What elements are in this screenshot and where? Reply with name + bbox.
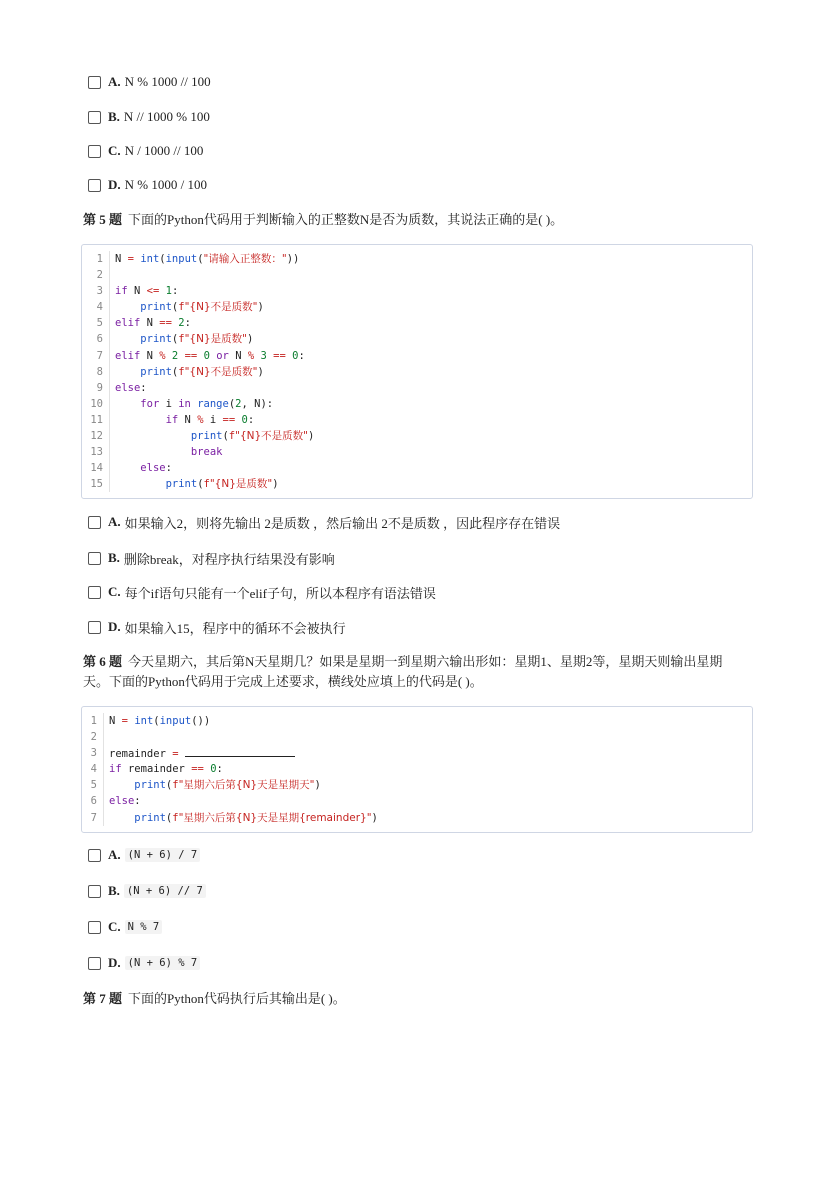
option-code: (N + 6) // 7: [124, 884, 206, 898]
line-number: 1: [82, 251, 110, 267]
question-text: 下面的Python代码用于判断输入的正整数N是否为质数，其说法正确的是( )。: [128, 212, 564, 227]
code-line: break: [190, 446, 223, 459]
code-line: N = int(input("请输入正整数：")): [115, 253, 300, 265]
fill-in-blank: [185, 745, 295, 757]
code-line: if N % i == 0:: [165, 413, 255, 426]
q6-option-b[interactable]: [88, 882, 206, 900]
option-text: 删除break，对程序执行结果没有影响: [123, 551, 335, 567]
code-line: else:: [115, 381, 147, 394]
option-letter: A.: [108, 514, 121, 529]
option-letter: C.: [108, 584, 121, 599]
option-code: N % 7: [125, 920, 163, 934]
code-line: elif N % 2 == 0 or N % 3 == 0:: [115, 349, 305, 362]
option-letter: D.: [108, 619, 121, 634]
question-text: 今天星期六，其后第N天星期几？如果是星期一到星期六输出形如：星期1、星期2等，星期天则输出星期天。下面的Python代码用于完成上述要求，横线处应填上的代码是( )。: [83, 654, 723, 689]
option-text: N % 1000 / 100: [124, 177, 207, 192]
line-number: 5: [82, 315, 110, 331]
code-line: print(f"{N}是质数"): [165, 478, 279, 491]
line-number: 11: [82, 412, 110, 428]
line-number: 7: [82, 810, 104, 826]
line-number: 2: [82, 267, 110, 283]
string-literal: "{N}不是质数": [184, 301, 258, 314]
line-number: 7: [82, 348, 110, 364]
question-number: 第 7 题: [83, 991, 123, 1006]
q4-option-c[interactable]: [88, 142, 203, 160]
option-text: 如果输入15，程序中的循环不会被执行: [124, 620, 346, 636]
option-letter: D.: [108, 955, 121, 970]
checkbox[interactable]: [88, 111, 101, 124]
code-line: elif N == 2:: [115, 317, 191, 330]
line-number: 15: [82, 476, 110, 492]
question-text: 下面的Python代码执行后其输出是( )。: [128, 991, 346, 1006]
code-line: print(f"星期六后第{N}天是星期天"): [134, 779, 321, 792]
line-number: 6: [82, 793, 104, 809]
option-code: (N + 6) / 7: [125, 848, 201, 862]
question-7: [83, 989, 743, 1009]
checkbox[interactable]: [88, 76, 101, 89]
option-text: 每个if语句只能有一个elif子句，所以本程序有语法错误: [124, 585, 436, 601]
question-number: 第 5 题: [83, 212, 123, 227]
question-number: 第 6 题: [83, 654, 123, 669]
checkbox[interactable]: [88, 957, 101, 970]
line-number: 4: [82, 299, 110, 315]
code-line: remainder =: [104, 745, 295, 761]
line-number: 5: [82, 777, 104, 793]
line-number: 13: [82, 444, 110, 460]
q5-option-a[interactable]: [88, 513, 560, 531]
question-5: [83, 210, 743, 230]
string-literal: "{N}不是质数": [184, 365, 258, 378]
code-line: if N <= 1:: [115, 285, 179, 298]
code-line: print(f"{N}不是质数"): [140, 301, 264, 314]
line-number: 4: [82, 761, 104, 777]
string-literal: "请输入正整数：": [203, 253, 287, 265]
line-number: 1: [82, 713, 104, 729]
code-block-q6: [81, 706, 753, 833]
code-line: else:: [109, 795, 141, 808]
option-letter: A.: [108, 74, 121, 89]
option-text: 如果输入2，则将先输出 2是质数 ，然后输出 2不是质数 ，因此程序存在错误: [124, 515, 561, 531]
checkbox[interactable]: [88, 621, 101, 634]
option-text: N / 1000 // 100: [124, 143, 204, 158]
q5-option-d[interactable]: [88, 618, 346, 636]
line-number: 3: [82, 283, 110, 299]
question-6: [83, 652, 743, 692]
option-letter: D.: [108, 177, 121, 192]
line-number: 9: [82, 380, 110, 396]
code-line: [110, 267, 115, 283]
q4-option-d[interactable]: [88, 176, 207, 194]
line-number: 2: [82, 729, 104, 745]
code-line: if remainder == 0:: [109, 763, 223, 776]
checkbox[interactable]: [88, 145, 101, 158]
option-letter: A.: [108, 847, 121, 862]
option-letter: C.: [108, 143, 121, 158]
option-text: N // 1000 % 100: [123, 109, 210, 124]
checkbox[interactable]: [88, 586, 101, 599]
code-block-q5: [81, 244, 753, 499]
option-letter: B.: [108, 883, 120, 898]
string-literal: "星期六后第{N}天是星期{remainder}": [178, 811, 372, 824]
checkbox[interactable]: [88, 921, 101, 934]
line-number: 3: [82, 745, 104, 761]
checkbox[interactable]: [88, 179, 101, 192]
q4-option-b[interactable]: [88, 108, 210, 126]
q5-option-b[interactable]: [88, 549, 335, 567]
option-text: N % 1000 // 100: [124, 74, 211, 89]
checkbox[interactable]: [88, 552, 101, 565]
string-literal: "{N}不是质数": [235, 430, 308, 443]
option-code: (N + 6) % 7: [125, 956, 201, 970]
string-literal: "{N}是质数": [209, 478, 273, 491]
code-line: print(f"{N}不是质数"): [190, 430, 315, 443]
line-number: 6: [82, 331, 110, 347]
checkbox[interactable]: [88, 849, 101, 862]
line-number: 10: [82, 396, 110, 412]
q6-option-a[interactable]: [88, 846, 200, 864]
code-line: print(f"{N}是质数"): [140, 333, 254, 346]
line-number: 8: [82, 364, 110, 380]
option-letter: B.: [108, 550, 120, 565]
code-line: print(f"星期六后第{N}天是星期{remainder}"): [134, 811, 378, 824]
q5-option-c[interactable]: [88, 583, 436, 601]
option-letter: C.: [108, 919, 121, 934]
code-line: else:: [140, 462, 172, 475]
code-line: for i in range(2, N):: [140, 397, 274, 410]
string-literal: "{N}是质数": [184, 333, 247, 346]
code-line: print(f"{N}不是质数"): [140, 365, 264, 378]
line-number: 14: [82, 460, 110, 476]
q6-option-d[interactable]: [88, 954, 200, 972]
code-line: N = int(input()): [109, 715, 211, 727]
checkbox[interactable]: [88, 885, 101, 898]
q4-option-a[interactable]: [88, 73, 211, 91]
q6-option-c[interactable]: [88, 918, 162, 936]
checkbox[interactable]: [88, 516, 101, 529]
line-number: 12: [82, 428, 110, 444]
code-line: [104, 729, 109, 745]
string-literal: "星期六后第{N}天是星期天": [178, 779, 315, 792]
option-letter: B.: [108, 109, 120, 124]
